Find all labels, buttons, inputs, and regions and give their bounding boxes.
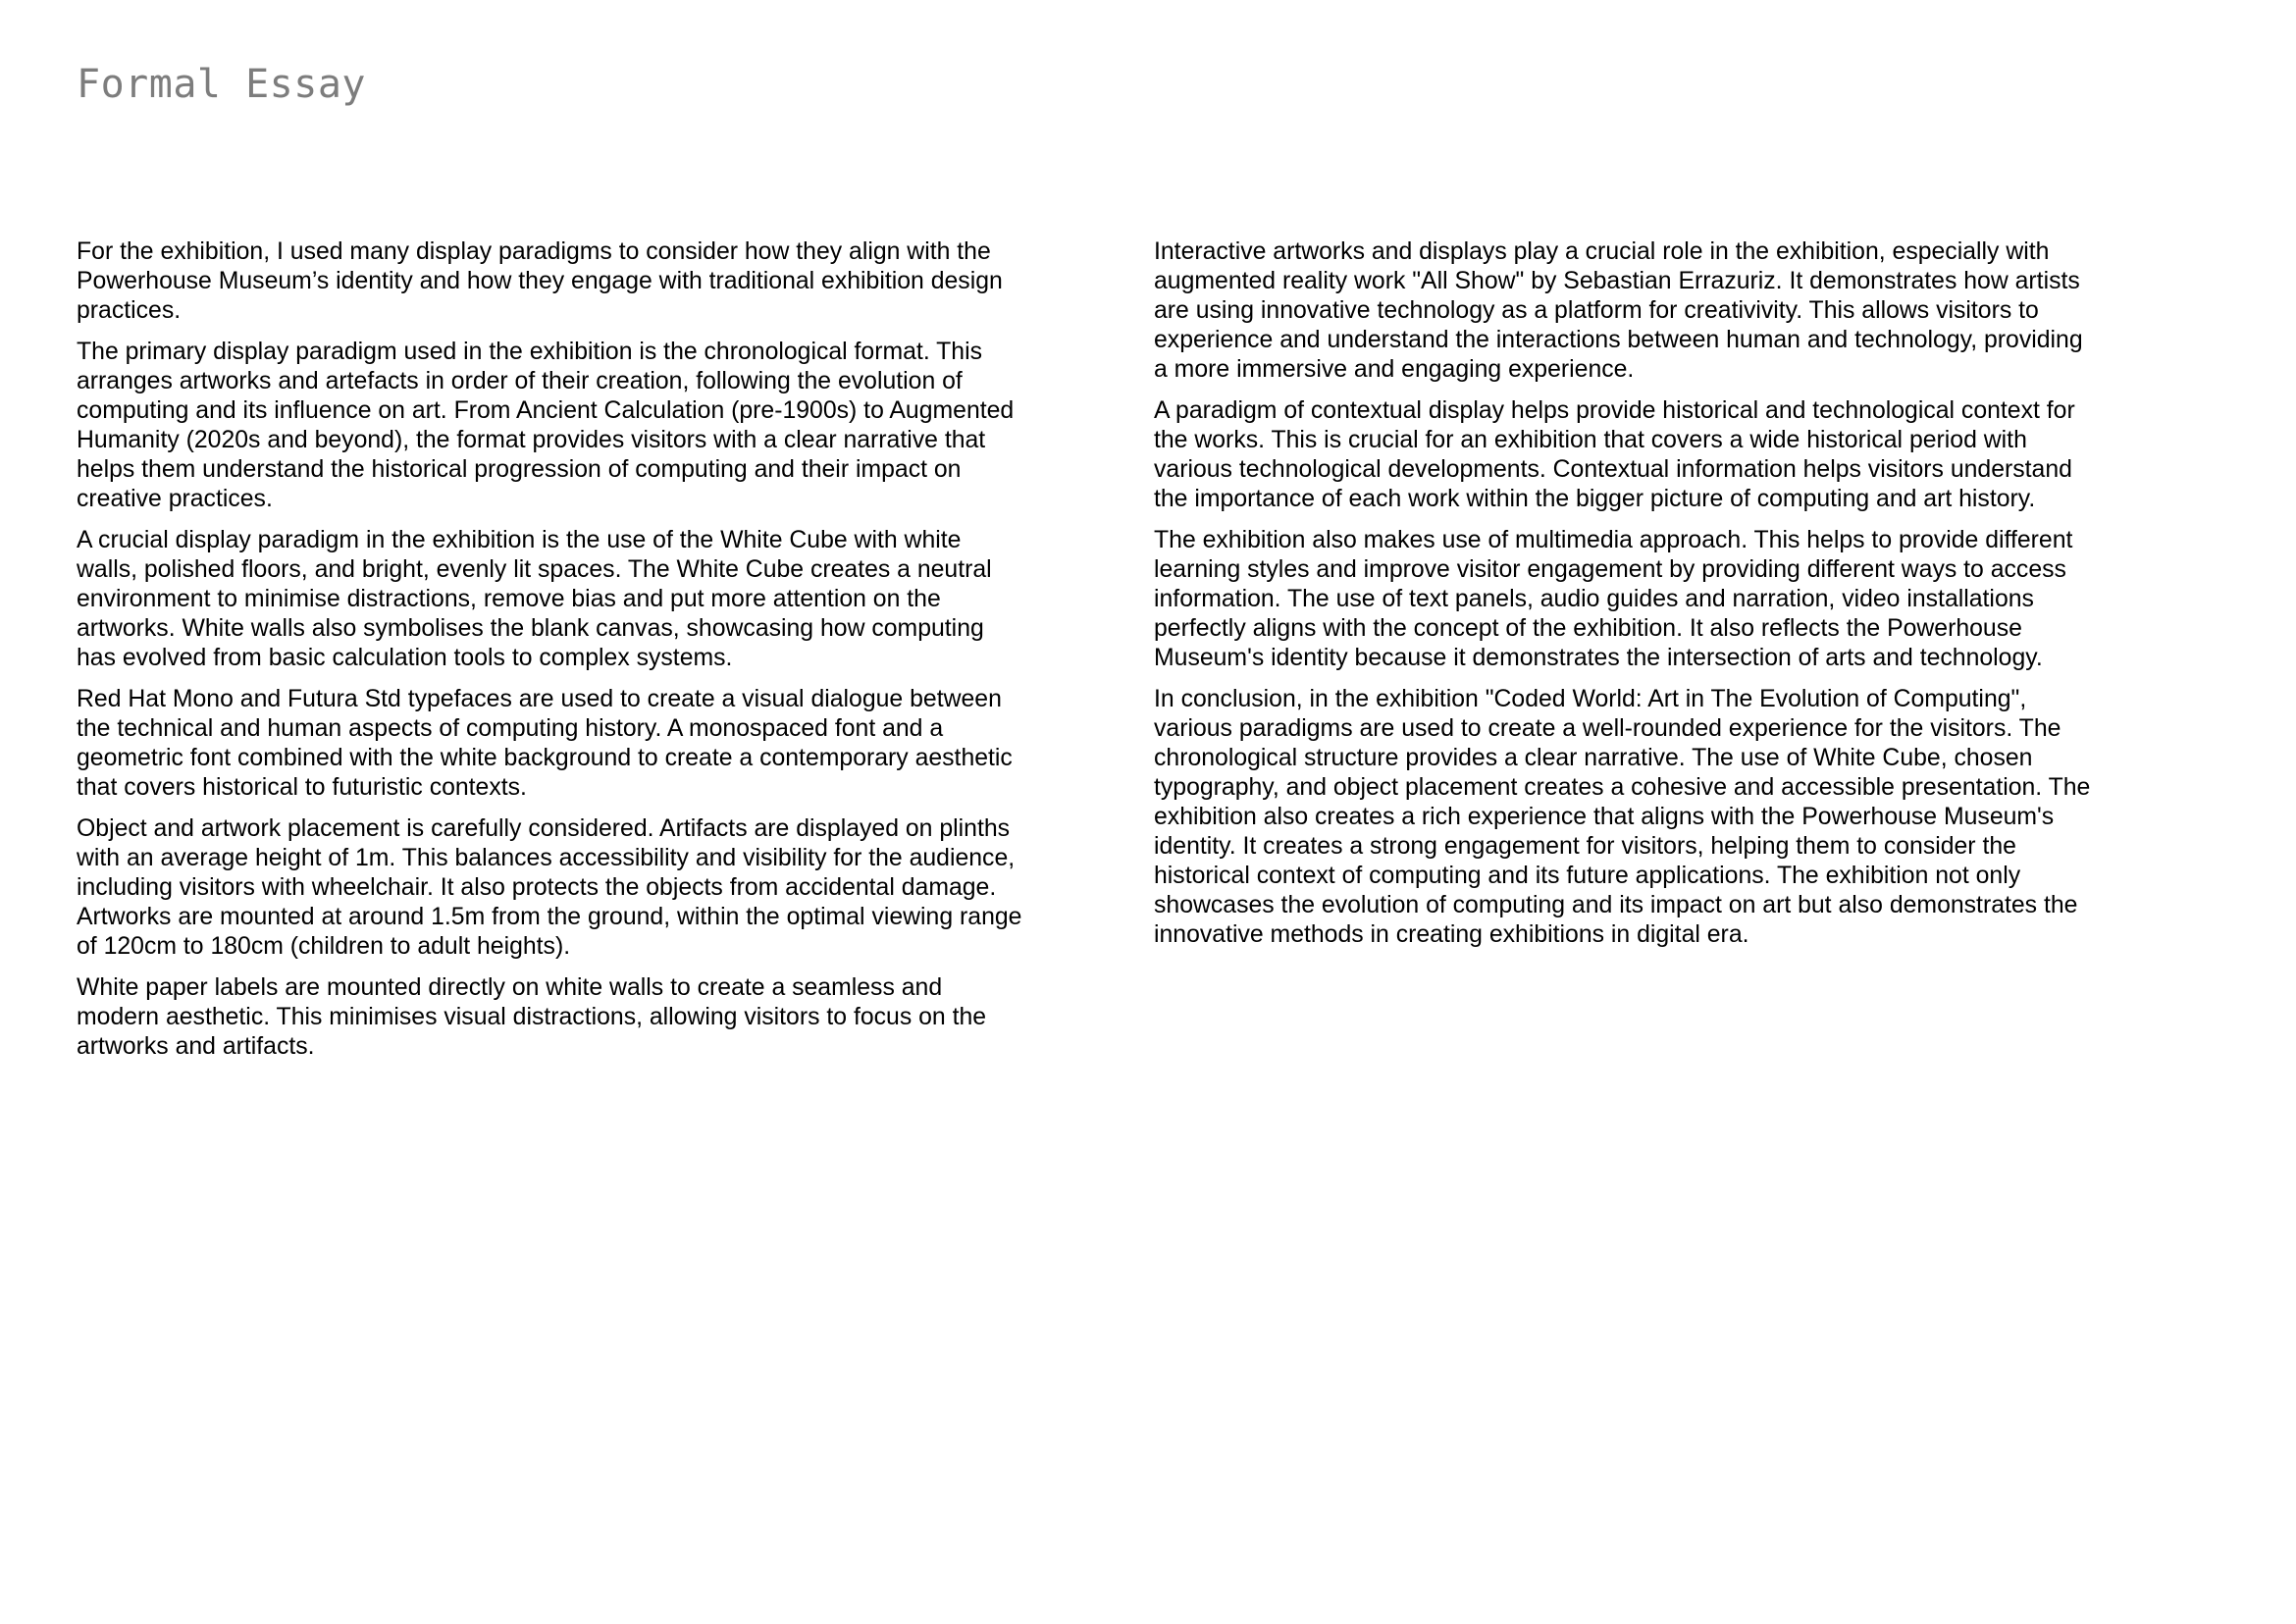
paragraph-labels: White paper labels are mounted directly on white walls to create a seamless and modern aesthetic. This minimises visual distractions, allowing visitors to focus on the artworks and artifacts. [77,974,987,1060]
paragraph-contextual: A paradigm of contextual display helps provide historical and technological context for the works. This is crucial for an exhibition that covers a wide historical period with various technological developments. Contextual information helps visitors understand the importance of each work within the bigger picture of computing and art history. [1154,397,2075,512]
paragraph-placement: Object and artwork placement is carefully considered. Artifacts are displayed on plinths with an average height of 1m. This balances accessibility and visibility for the audience, including visitors with wheelchair. It also protects the objects from accidental damage. Artworks are mounted at around 1.5m from the ground, within the optimal viewing range of 120cm to 180cm (children to adult heights). [77,815,1022,960]
paragraph-white-cube: A crucial display paradigm in the exhibition is the use of the White Cube with white walls, polished floors, and bright, evenly lit spaces. The White Cube creates a neutral environment to minimise distractions, remove bias and put more attention on the artworks. White walls also symbolises the blank canvas, showcasing how computing has evolved from basic calculation tools to complex systems. [77,527,992,671]
paragraph-chronological: The primary display paradigm used in the exhibition is the chronological format. This arranges artworks and artefacts in order of their creation, following the evolution of computing and its influence on art. From Ancient Calculation (pre-1900s) to Augmented Humanity (2020s and beyond), the format provides visitors with a clear narrative that helps them understand the historical progression of computing and their impact on creative practices. [77,339,1015,512]
paragraph-typefaces: Red Hat Mono and Futura Std typefaces are used to create a visual dialogue between the technical and human aspects of computing history. A monospaced font and a geometric font combined with the white background to create a contemporary aesthetic that covers historical to futuristic contexts. [77,686,1013,801]
right-column [1154,237,2101,962]
paragraph-multimedia: The exhibition also makes use of multimedia approach. This helps to provide different learning styles and improve visitor engagement by providing different ways to access information. The use of text panels, audio guides and narration, video installations perfectly aligns with the concept of the exhibition. It also reflects the Powerhouse Museum's identity because it demonstrates the intersection of arts and technology. [1154,527,2073,671]
paragraph-conclusion: In conclusion, in the exhibition "Coded World: Art in The Evolution of Computing", various paradigms are used to create a well-rounded experience for the visitors. The chronological structure provides a clear narrative. The use of White Cube, chosen typography, and object placement creates a cohesive and accessible presentation. The exhibition also creates a rich experience that aligns with the Powerhouse Museum's identity. It creates a strong engagement for visitors, helping them to consider the historical context of computing and its future applications. The exhibition not only showcases the evolution of computing and its impact on art but also demonstrates the innovative methods in creating exhibitions in digital era. [1154,686,2091,948]
paragraph-intro: For the exhibition, I used many display paradigms to consider how they align with the Powerhouse Museum’s identity and how they engage with traditional exhibition design practices. [77,238,1003,324]
page-title: Formal Essay [77,62,366,107]
paragraph-interactive: Interactive artworks and displays play a crucial role in the exhibition, especially with augmented reality work "All Show" by Sebastian Errazuriz. It demonstrates how artists are using innovative technology as a platform for creativivity. This allows visitors to experience and understand the interactions between human and technology, providing a more immersive and engaging experience. [1154,238,2083,383]
left-column [77,237,1023,1074]
